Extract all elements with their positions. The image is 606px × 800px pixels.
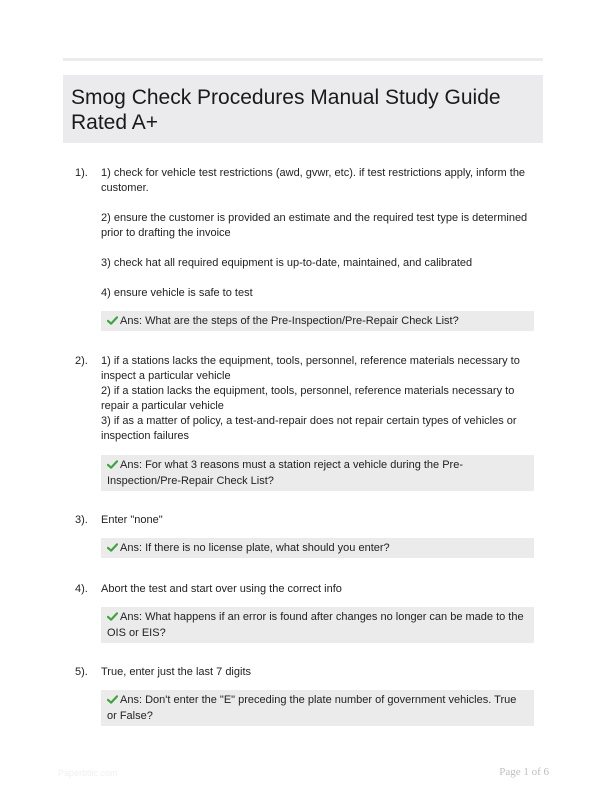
item-paragraph: 1) check for vehicle test restrictions (awd, gvwr, etc). if test restrictions apply, inform the customer. xyxy=(101,167,526,194)
answer-box xyxy=(101,690,534,726)
answer-box xyxy=(101,311,534,331)
item-body xyxy=(101,665,534,726)
check-icon xyxy=(107,543,118,552)
footer-watermark: Paperbtlic.com xyxy=(58,768,118,778)
answer-text: Ans: For what 3 reasons must a station reject a vehicle during the Pre-Inspection/Pre-Repair Check List? xyxy=(107,459,463,487)
answer-box xyxy=(101,607,534,643)
item-body xyxy=(101,166,534,331)
item-body xyxy=(101,354,534,491)
answer-text: Ans: What are the steps of the Pre-Inspection/Pre-Repair Check List? xyxy=(120,315,459,327)
item-paragraph: Enter "none" xyxy=(101,514,163,526)
item-paragraph: True, enter just the last 7 digits xyxy=(101,666,251,678)
item-number: 1). xyxy=(75,167,88,179)
item-paragraph: 2) ensure the customer is provided an estimate and the required test type is determined prior to drafting the invoice xyxy=(101,212,528,239)
item-paragraph: 2) if a station lacks the equipment, tools, personnel, reference materials necessary to repair a particular vehicle xyxy=(101,385,515,412)
item-body xyxy=(101,513,534,558)
answer-box xyxy=(101,455,534,491)
item-number: 4). xyxy=(75,583,88,595)
item-number: 2). xyxy=(75,355,88,367)
page-number: Page 1 of 6 xyxy=(499,766,549,778)
answer-text: Ans: What happens if an error is found after changes no longer can be made to the OIS or EIS? xyxy=(107,611,524,639)
page-title: Smog Check Procedures Manual Study Guide Rated A+ xyxy=(71,86,501,134)
item-paragraph: 4) ensure vehicle is safe to test xyxy=(101,287,253,299)
check-icon xyxy=(107,316,118,325)
question-item xyxy=(63,166,543,331)
item-paragraph: 3) if as a matter of policy, a test-and-repair does not repair certain types of vehicles or inspection failures xyxy=(101,415,517,442)
question-item xyxy=(63,513,543,558)
item-number: 5). xyxy=(75,666,88,678)
item-paragraph: Abort the test and start over using the correct info xyxy=(101,583,342,595)
title-banner xyxy=(63,75,543,143)
question-item xyxy=(63,354,543,491)
item-body xyxy=(101,582,534,643)
header-divider xyxy=(63,58,543,61)
item-paragraph: 1) if a stations lacks the equipment, tools, personnel, reference materials necessary to inspect a particular vehicle xyxy=(101,355,520,382)
question-item xyxy=(63,665,543,726)
check-icon xyxy=(107,612,118,621)
check-icon xyxy=(107,460,118,469)
item-paragraph: 3) check hat all required equipment is up-to-date, maintained, and calibrated xyxy=(101,257,473,269)
answer-box xyxy=(101,538,534,558)
item-number: 3). xyxy=(75,514,88,526)
question-item xyxy=(63,582,543,643)
check-icon xyxy=(107,695,118,704)
answer-text: Ans: If there is no license plate, what should you enter? xyxy=(120,542,390,554)
answer-text: Ans: Don't enter the "E" preceding the plate number of government vehicles. True or False? xyxy=(107,694,517,722)
